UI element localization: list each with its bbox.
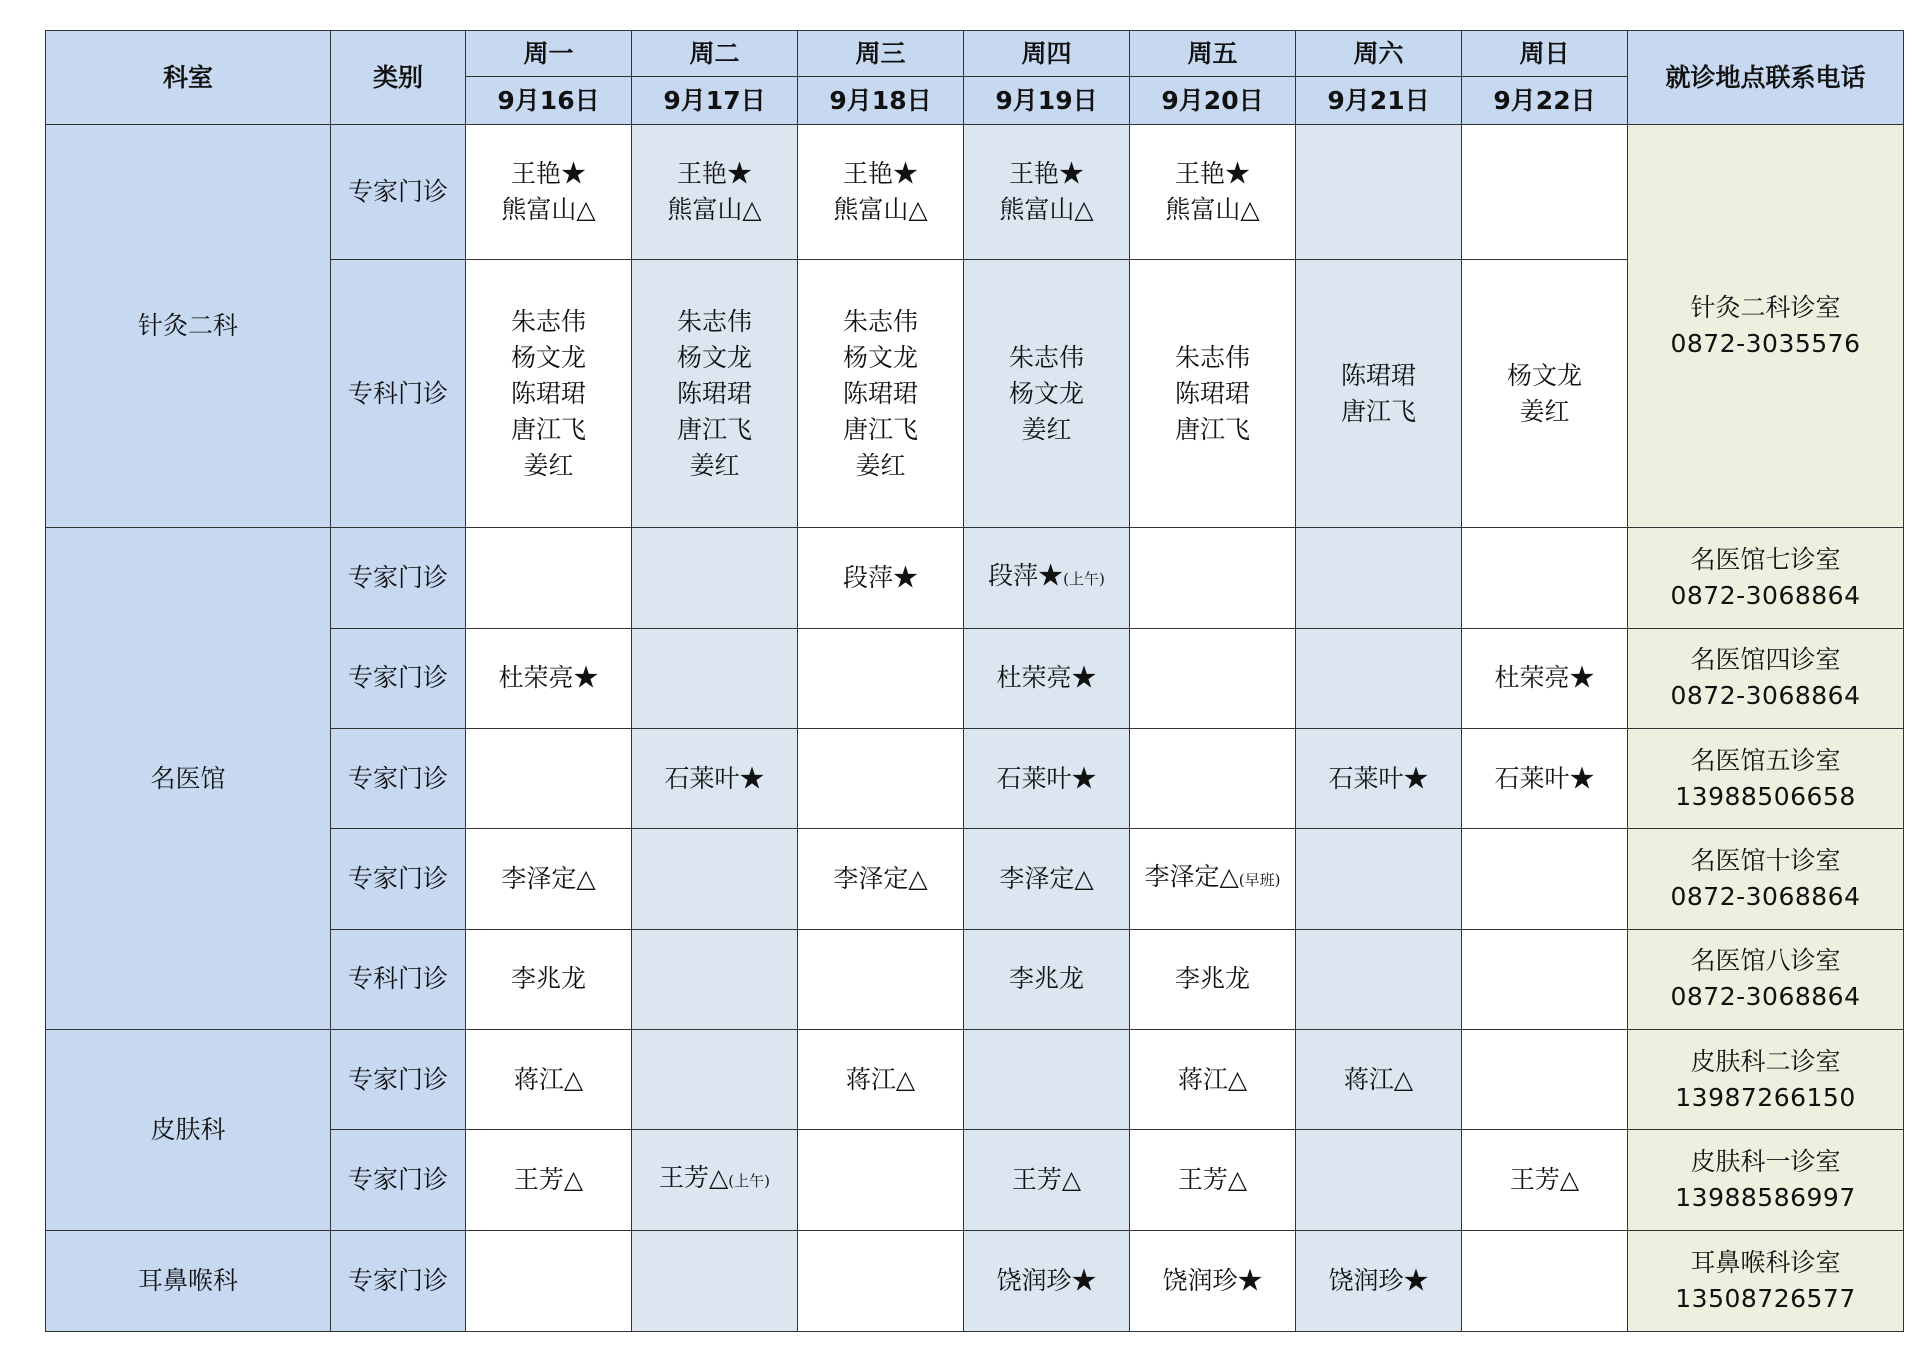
doctor-entry	[466, 304, 631, 340]
schedule-cell	[798, 1230, 964, 1331]
schedule-cell	[964, 528, 1130, 628]
location-cell	[1628, 929, 1904, 1029]
category-cell	[331, 728, 466, 828]
schedule-table	[45, 30, 1904, 1332]
schedule-cell	[798, 260, 964, 528]
doctor-entry	[1462, 1162, 1627, 1198]
location-cell	[1628, 528, 1904, 628]
date-header: 9月21日	[1296, 77, 1462, 125]
doctor-name: 饶润珍★	[1328, 1265, 1429, 1295]
schedule-cell	[632, 260, 798, 528]
weekday-header: 周日	[1462, 31, 1628, 77]
doctor-entry	[1130, 961, 1295, 997]
category-label: 专家门诊	[347, 663, 448, 693]
doctor-name: 石莱叶★	[1494, 763, 1595, 793]
schedule-cell	[1462, 528, 1628, 628]
schedule-cell	[798, 929, 964, 1029]
doctor-entry	[964, 376, 1129, 412]
location-cell	[1628, 1029, 1904, 1129]
doctor-entry	[632, 1160, 797, 1199]
schedule-cell	[964, 1029, 1130, 1129]
doctor-name: 石莱叶★	[1328, 763, 1429, 793]
doctor-entry	[1130, 859, 1295, 898]
schedule-cell	[1462, 125, 1628, 260]
doctor-name: 王芳△	[1509, 1164, 1580, 1194]
doctor-name: 王芳△	[659, 1163, 729, 1193]
schedule-cell	[798, 728, 964, 828]
session-note: (上午)	[1063, 570, 1105, 589]
doctor-name: 杨文龙	[1506, 360, 1582, 390]
schedule-cell	[632, 728, 798, 828]
date-header: 9月20日	[1130, 77, 1296, 125]
category-label: 专家门诊	[347, 562, 448, 592]
schedule-cell	[1130, 1230, 1296, 1331]
schedule-cell	[466, 528, 632, 628]
doctor-entry	[632, 761, 797, 797]
weekday-header: 周五	[1130, 31, 1296, 77]
location-phone: 0872-3068864	[1670, 982, 1861, 1012]
doctor-entry	[466, 1062, 631, 1098]
doctor-entry	[1130, 156, 1295, 192]
schedule-cell	[1296, 260, 1462, 528]
category-cell	[331, 1230, 466, 1331]
schedule-row	[46, 1029, 1904, 1129]
schedule-cell	[798, 125, 964, 260]
location-phone: 0872-3035576	[1670, 329, 1861, 359]
doctor-entry	[964, 660, 1129, 696]
schedule-sheet	[45, 30, 1903, 1332]
doctor-name: 朱志伟	[676, 306, 752, 336]
doctor-name: 李泽定△	[833, 863, 928, 893]
schedule-cell	[466, 728, 632, 828]
doctor-name: 朱志伟	[1008, 342, 1084, 372]
doctor-entry	[1130, 1062, 1295, 1098]
doctor-name: 唐江飞	[1174, 414, 1250, 444]
schedule-cell	[466, 929, 632, 1029]
doctor-name: 王艳★	[1008, 159, 1084, 189]
schedule-cell	[1462, 628, 1628, 728]
department-cell	[46, 1029, 331, 1230]
doctor-entry	[466, 660, 631, 696]
doctor-name: 唐江飞	[842, 414, 918, 444]
weekday-header: 周一	[466, 31, 632, 77]
doctor-entry	[964, 412, 1129, 448]
location-room: 耳鼻喉科诊室	[1690, 1247, 1841, 1277]
schedule-cell	[964, 628, 1130, 728]
category-label: 专科门诊	[347, 964, 448, 994]
schedule-row	[46, 1230, 1904, 1331]
doctor-entry	[632, 156, 797, 192]
schedule-cell	[1296, 929, 1462, 1029]
schedule-cell	[798, 1130, 964, 1230]
doctor-name: 杨文龙	[842, 342, 918, 372]
location-room: 针灸二科诊室	[1690, 293, 1841, 323]
session-note: (上午)	[728, 1172, 770, 1191]
doctor-entry	[798, 304, 963, 340]
doctor-entry	[798, 376, 963, 412]
doctor-entry	[1296, 761, 1461, 797]
department-cell	[46, 1230, 331, 1331]
schedule-cell	[798, 628, 964, 728]
doctor-entry	[466, 412, 631, 448]
schedule-cell	[632, 1130, 798, 1230]
session-note: (早班)	[1238, 871, 1281, 890]
doctor-name: 杨文龙	[676, 342, 752, 372]
category-cell	[331, 1130, 466, 1230]
doctor-entry	[798, 448, 963, 484]
doctor-entry	[632, 376, 797, 412]
header-row-weekdays	[46, 31, 1904, 77]
schedule-cell	[466, 628, 632, 728]
doctor-entry	[964, 340, 1129, 376]
location-room: 名医馆四诊室	[1690, 645, 1841, 675]
doctor-name: 王艳★	[510, 159, 586, 189]
weekday-header: 周三	[798, 31, 964, 77]
schedule-cell	[1296, 528, 1462, 628]
doctor-name: 蒋江△	[845, 1064, 916, 1094]
doctor-entry	[466, 861, 631, 897]
schedule-cell	[1296, 1130, 1462, 1230]
location-cell	[1628, 125, 1904, 528]
doctor-entry	[1130, 192, 1295, 228]
category-cell	[331, 125, 466, 260]
doctor-entry	[1130, 1162, 1295, 1198]
dept-column-header: 科室	[46, 31, 331, 125]
doctor-entry	[632, 412, 797, 448]
schedule-cell	[1296, 1230, 1462, 1331]
location-room: 皮肤科二诊室	[1690, 1046, 1841, 1076]
schedule-cell	[632, 829, 798, 929]
doctor-name: 石莱叶★	[664, 763, 765, 793]
location-cell	[1628, 628, 1904, 728]
date-header: 9月19日	[964, 77, 1130, 125]
schedule-cell	[964, 1230, 1130, 1331]
department-cell	[46, 528, 331, 1030]
schedule-row	[46, 528, 1904, 628]
schedule-cell	[632, 929, 798, 1029]
location-room: 名医馆七诊室	[1690, 544, 1841, 574]
department-name: 名医馆	[150, 763, 226, 793]
doctor-name: 姜红	[523, 450, 574, 480]
category-label: 专家门诊	[347, 177, 448, 207]
doctor-name: 唐江飞	[510, 414, 586, 444]
category-label: 专家门诊	[347, 1164, 448, 1194]
schedule-cell	[1130, 829, 1296, 929]
doctor-name: 蒋江△	[513, 1064, 584, 1094]
schedule-cell	[1462, 829, 1628, 929]
date-header: 9月17日	[632, 77, 798, 125]
doctor-entry	[1296, 1263, 1461, 1299]
schedule-cell	[632, 1029, 798, 1129]
date-header: 9月22日	[1462, 77, 1628, 125]
category-label: 专家门诊	[347, 1064, 448, 1094]
doctor-name: 姜红	[689, 450, 740, 480]
date-header: 9月16日	[466, 77, 632, 125]
location-room: 皮肤科一诊室	[1690, 1146, 1841, 1176]
doctor-entry	[964, 1162, 1129, 1198]
doctor-name: 姜红	[855, 450, 906, 480]
category-cell	[331, 1029, 466, 1129]
schedule-cell	[1462, 1230, 1628, 1331]
doctor-name: 陈珺珺	[842, 378, 918, 408]
location-phone: 0872-3068864	[1670, 580, 1861, 610]
doctor-entry	[964, 761, 1129, 797]
doctor-entry	[632, 304, 797, 340]
schedule-cell	[466, 1130, 632, 1230]
category-column-header: 类别	[331, 31, 466, 125]
doctor-entry	[1462, 394, 1627, 430]
doctor-entry	[964, 961, 1129, 997]
doctor-entry	[466, 1162, 631, 1198]
doctor-name: 朱志伟	[842, 306, 918, 336]
category-cell	[331, 260, 466, 528]
doctor-entry	[798, 560, 963, 596]
schedule-cell	[964, 929, 1130, 1029]
doctor-name: 朱志伟	[1174, 342, 1250, 372]
doctor-name: 王芳△	[513, 1164, 584, 1194]
schedule-cell	[1462, 728, 1628, 828]
doctor-name: 熊富山△	[833, 195, 928, 225]
location-phone: 13987266150	[1675, 1082, 1856, 1112]
schedule-cell	[466, 260, 632, 528]
schedule-cell	[632, 125, 798, 260]
doctor-entry	[1296, 1062, 1461, 1098]
schedule-cell	[1296, 125, 1462, 260]
location-cell	[1628, 1130, 1904, 1230]
doctor-entry	[798, 1062, 963, 1098]
category-label: 专家门诊	[347, 1265, 448, 1295]
doctor-name: 杜荣亮★	[498, 663, 599, 693]
doctor-name: 李兆龙	[1008, 964, 1084, 994]
doctor-entry	[964, 156, 1129, 192]
doctor-name: 蒋江△	[1343, 1064, 1414, 1094]
doctor-name: 杜荣亮★	[996, 663, 1097, 693]
doctor-name: 杨文龙	[510, 342, 586, 372]
doctor-entry	[1462, 761, 1627, 797]
date-header: 9月18日	[798, 77, 964, 125]
doctor-name: 蒋江△	[1177, 1064, 1248, 1094]
location-cell	[1628, 1230, 1904, 1331]
doctor-entry	[1462, 358, 1627, 394]
doctor-entry	[1130, 376, 1295, 412]
schedule-cell	[466, 829, 632, 929]
doctor-entry	[1296, 358, 1461, 394]
schedule-cell	[1462, 1130, 1628, 1230]
schedule-cell	[632, 1230, 798, 1331]
doctor-name: 李泽定△	[501, 863, 596, 893]
doctor-entry	[466, 448, 631, 484]
schedule-cell	[1130, 628, 1296, 728]
doctor-name: 王艳★	[842, 159, 918, 189]
schedule-cell	[1130, 125, 1296, 260]
schedule-cell	[798, 829, 964, 929]
category-label: 专科门诊	[347, 378, 448, 408]
doctor-name: 杜荣亮★	[1494, 663, 1595, 693]
doctor-entry	[964, 861, 1129, 897]
doctor-entry	[466, 961, 631, 997]
schedule-cell	[466, 1230, 632, 1331]
location-cell	[1628, 829, 1904, 929]
schedule-cell	[1462, 1029, 1628, 1129]
category-label: 专家门诊	[347, 763, 448, 793]
schedule-cell	[466, 125, 632, 260]
doctor-name: 唐江飞	[1340, 396, 1416, 426]
schedule-cell	[798, 1029, 964, 1129]
schedule-cell	[798, 528, 964, 628]
doctor-name: 石莱叶★	[996, 763, 1097, 793]
table-header	[46, 31, 1904, 125]
weekday-header: 周二	[632, 31, 798, 77]
schedule-cell	[1462, 929, 1628, 1029]
schedule-cell	[1130, 1130, 1296, 1230]
doctor-name: 陈珺珺	[676, 378, 752, 408]
schedule-cell	[1296, 628, 1462, 728]
schedule-cell	[964, 728, 1130, 828]
location-room: 名医馆十诊室	[1690, 845, 1841, 875]
doctor-name: 王芳△	[1177, 1164, 1248, 1194]
doctor-name: 熊富山△	[999, 195, 1094, 225]
doctor-entry	[798, 340, 963, 376]
doctor-entry	[632, 192, 797, 228]
doctor-name: 唐江飞	[676, 414, 752, 444]
doctor-name: 杨文龙	[1008, 378, 1084, 408]
department-cell	[46, 125, 331, 528]
department-name: 耳鼻喉科	[137, 1265, 238, 1295]
doctor-name: 饶润珍★	[1162, 1265, 1263, 1295]
schedule-cell	[1130, 1029, 1296, 1129]
location-room: 名医馆八诊室	[1690, 946, 1841, 976]
department-name: 皮肤科	[150, 1114, 226, 1144]
schedule-cell	[964, 829, 1130, 929]
doctor-entry	[798, 412, 963, 448]
doctor-entry	[632, 340, 797, 376]
schedule-cell	[1130, 260, 1296, 528]
location-phone: 0872-3068864	[1670, 881, 1861, 911]
doctor-entry	[466, 340, 631, 376]
schedule-cell	[1296, 829, 1462, 929]
doctor-name: 李泽定△	[1144, 862, 1239, 892]
location-cell	[1628, 728, 1904, 828]
doctor-name: 熊富山△	[501, 195, 596, 225]
doctor-entry	[1130, 1263, 1295, 1299]
schedule-cell	[466, 1029, 632, 1129]
location-phone: 13988586997	[1675, 1182, 1856, 1212]
doctor-name: 熊富山△	[1165, 195, 1260, 225]
schedule-cell	[964, 125, 1130, 260]
doctor-entry	[964, 192, 1129, 228]
schedule-cell	[1130, 929, 1296, 1029]
doctor-entry	[1296, 394, 1461, 430]
doctor-entry	[798, 861, 963, 897]
schedule-cell	[1130, 528, 1296, 628]
schedule-cell	[1296, 1029, 1462, 1129]
category-cell	[331, 929, 466, 1029]
schedule-cell	[632, 528, 798, 628]
doctor-entry	[798, 156, 963, 192]
schedule-cell	[632, 628, 798, 728]
doctor-name: 王艳★	[676, 159, 752, 189]
doctor-name: 王芳△	[1011, 1164, 1082, 1194]
doctor-entry	[798, 192, 963, 228]
category-label: 专家门诊	[347, 863, 448, 893]
doctor-name: 姜红	[1519, 396, 1570, 426]
doctor-name: 陈珺珺	[510, 378, 586, 408]
doctor-entry	[632, 448, 797, 484]
category-cell	[331, 829, 466, 929]
schedule-body	[46, 125, 1904, 1332]
doctor-name: 朱志伟	[510, 306, 586, 336]
weekday-header: 周六	[1296, 31, 1462, 77]
weekday-header: 周四	[964, 31, 1130, 77]
doctor-name: 陈珺珺	[1174, 378, 1250, 408]
schedule-cell	[1130, 728, 1296, 828]
schedule-cell	[1296, 728, 1462, 828]
doctor-name: 熊富山△	[667, 195, 762, 225]
doctor-entry	[466, 192, 631, 228]
location-phone: 13508726577	[1675, 1283, 1856, 1313]
location-room: 名医馆五诊室	[1690, 745, 1841, 775]
doctor-name: 姜红	[1021, 414, 1072, 444]
location-phone: 0872-3068864	[1670, 681, 1861, 711]
location-column-header: 就诊地点联系电话	[1628, 31, 1904, 125]
doctor-entry	[1462, 660, 1627, 696]
doctor-name: 段萍★	[988, 561, 1064, 591]
doctor-entry	[1130, 412, 1295, 448]
doctor-entry	[466, 156, 631, 192]
schedule-cell	[964, 1130, 1130, 1230]
doctor-name: 陈珺珺	[1340, 360, 1416, 390]
schedule-cell	[1462, 260, 1628, 528]
doctor-entry	[964, 1263, 1129, 1299]
doctor-name: 段萍★	[842, 562, 918, 592]
doctor-entry	[466, 376, 631, 412]
schedule-cell	[964, 260, 1130, 528]
category-cell	[331, 528, 466, 628]
doctor-entry	[964, 558, 1129, 597]
doctor-name: 王艳★	[1174, 159, 1250, 189]
doctor-name: 饶润珍★	[996, 1265, 1097, 1295]
doctor-name: 李兆龙	[510, 964, 586, 994]
doctor-name: 李兆龙	[1174, 964, 1250, 994]
doctor-entry	[1130, 340, 1295, 376]
location-phone: 13988506658	[1675, 781, 1856, 811]
category-cell	[331, 628, 466, 728]
doctor-name: 李泽定△	[999, 863, 1094, 893]
department-name: 针灸二科	[137, 311, 238, 341]
schedule-row	[46, 125, 1904, 260]
